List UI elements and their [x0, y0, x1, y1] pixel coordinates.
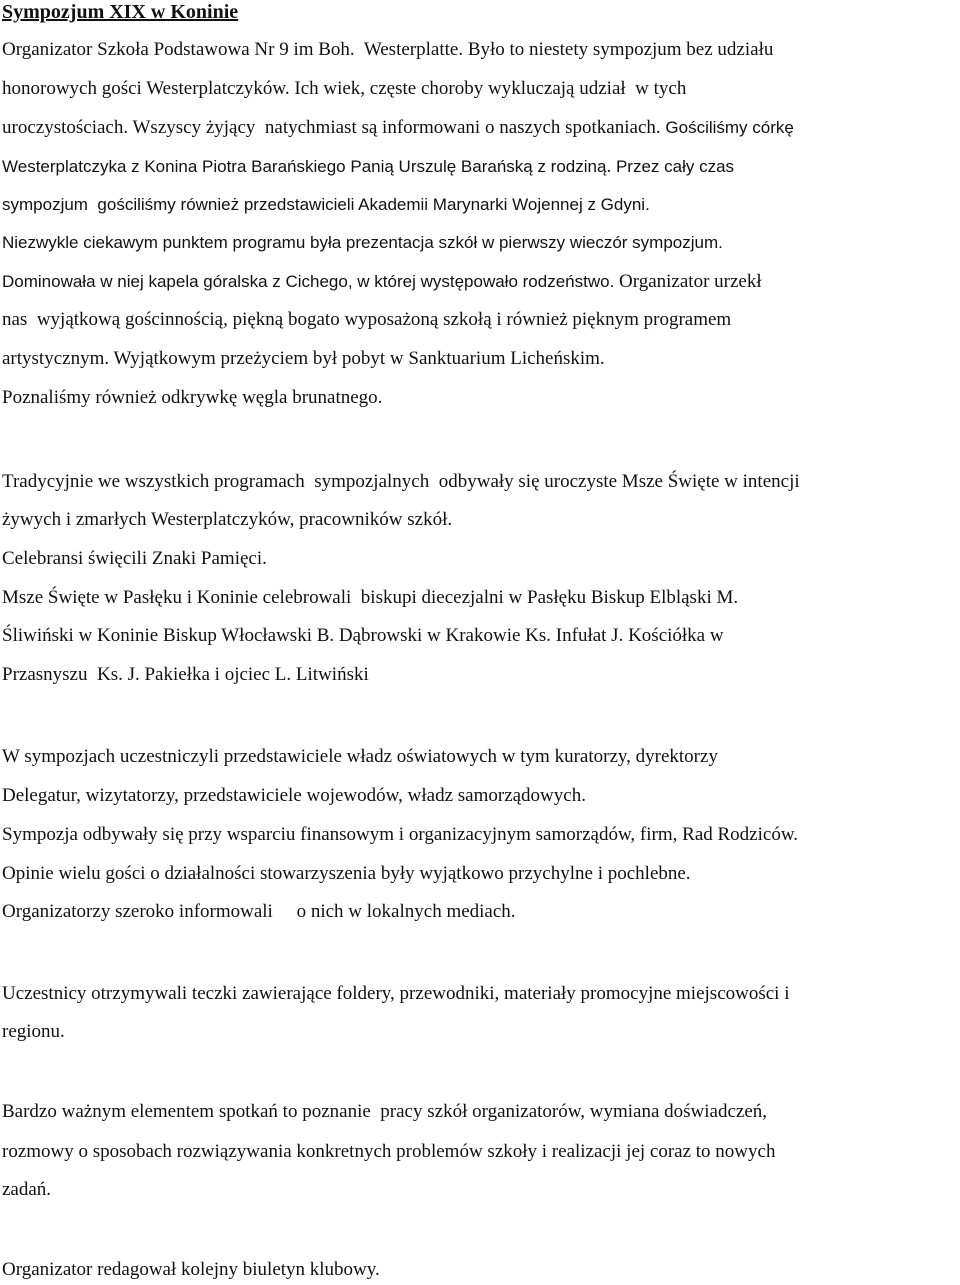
text-line	[2, 745, 718, 769]
text-span: .	[606, 156, 616, 177]
text-span: Poznaliśmy również odkrywkę węgla brunatnego.	[2, 387, 383, 408]
text-span: żywych i zmarłych Westerplatczyków, pracowników szkół.	[2, 509, 453, 530]
text-span: regionu.	[2, 1021, 65, 1042]
text-span: zadań.	[2, 1179, 52, 1200]
text-line	[2, 1178, 51, 1202]
text-span: honorowych gości Westerplatczyków. Ich wiek, częste choroby wykluczają udział w tych	[2, 78, 687, 99]
text-span: Uczestnicy otrzymywali teczki zawierające foldery, przewodniki, materiały promocyjne miejscowości i	[2, 983, 790, 1004]
text-line	[2, 547, 267, 571]
text-line	[2, 116, 794, 140]
text-line	[2, 193, 650, 217]
text-span: Przasnyszu Ks. J. Pakiełka i ojciec L. Litwiński	[2, 664, 369, 685]
text-span: Organizator redagował kolejny biuletyn klubowy.	[2, 1259, 380, 1280]
text-span: Niezwykle ciekawym punktem programu była prezentacja szkół w pierwszy wieczór sympozjum.	[2, 233, 723, 252]
text-span: Dominowała w niej kapela góralska z Cichego, w której występowało rodzeństwo.	[2, 272, 620, 291]
text-span: Śliwiński w Koninie Biskup Włocławski B. Dąbrowski w Krakowie Ks. Infułat J. Kościółka w	[2, 625, 724, 646]
text-line	[2, 784, 586, 808]
text-span: Sympozja odbywały się przy wsparciu finansowym i organizacyjnym samorządów, firm, Rad Rodziców.	[2, 824, 799, 845]
text-span: rozmowy o sposobach rozwiązywania konkretnych problemów szkoły i realizacji jej coraz to nowych	[2, 1141, 776, 1162]
text-span: uroczystościach. Wszyscy żyjący natychmiast są informowani o naszych spotkaniach.	[2, 117, 666, 138]
text-line	[2, 386, 382, 410]
text-span: Organizator Szkoła Podstawowa Nr 9 im Boh. Westerplatte. Było to niestety sympozjum bez udziału	[2, 39, 774, 60]
text-span: W sympozjach uczestniczyli przedstawiciele władz oświatowych w tym kuratorzy, dyrektorzy	[2, 746, 718, 767]
text-span: Celebransi święcili Znaki Pamięci.	[2, 548, 267, 569]
text-line	[2, 38, 773, 62]
text-line	[2, 823, 798, 847]
text-line	[2, 470, 800, 494]
text-span: Delegatur, wizytatorzy, przedstawiciele wojewodów, władz samorządowych.	[2, 785, 586, 806]
text-span: nas wyjątkową gościnnością, piękną bogato wyposażoną szkołą i również pięknym programem	[2, 309, 732, 330]
text-line	[2, 77, 686, 101]
text-span: Westerplatczyka z Konina Piotra Barańskiego Panią Urszulę Barańską z rodziną	[2, 157, 607, 176]
text-span: Gościliśmy córkę	[665, 118, 794, 137]
text-span: artystycznym. Wyjątkowym przeżyciem był pobyt w Sanktuarium Licheńskim.	[2, 348, 605, 369]
text-span: Tradycyjnie we wszystkich programach sympozjalnych odbywały się uroczyste Msze Święte w intencji	[2, 471, 800, 492]
document-title: Sympozjum XIX w Koninie	[2, 1, 239, 23]
text-line	[2, 982, 789, 1006]
text-span: Opinie wielu gości o działalności stowarzyszenia były wyjątkowo przychylne i pochlebne.	[2, 863, 691, 884]
text-line	[2, 1140, 775, 1164]
text-line	[2, 347, 605, 371]
text-span: Bardzo ważnym elementem spotkań to poznanie pracy szkół organizatorów, wymiana doświadczeń,	[2, 1101, 768, 1122]
text-line	[2, 1258, 380, 1282]
text-span: sympozjum gościliśmy również przedstawicieli Akademii Marynarki Wojennej z Gdyni.	[2, 195, 650, 214]
text-span: Organizator urzekł	[619, 271, 762, 292]
text-line	[2, 900, 516, 924]
text-line	[2, 231, 723, 255]
text-line	[2, 508, 452, 532]
text-line	[2, 308, 731, 332]
text-span: Organizatorzy szeroko informowali o nich w lokalnych mediach.	[2, 901, 516, 922]
text-line	[2, 1100, 767, 1124]
text-span: Msze Święte w Pasłęku i Koninie celebrowali biskupi diecezjalni w Pasłęku Biskup Elbląski M.	[2, 587, 739, 608]
text-line	[2, 624, 724, 648]
text-line	[2, 663, 369, 687]
text-line	[2, 862, 691, 886]
text-line	[2, 270, 762, 294]
text-line	[2, 586, 738, 610]
text-span: Przez cały czas	[615, 157, 735, 176]
text-line	[2, 155, 734, 179]
text-line	[2, 1020, 65, 1044]
